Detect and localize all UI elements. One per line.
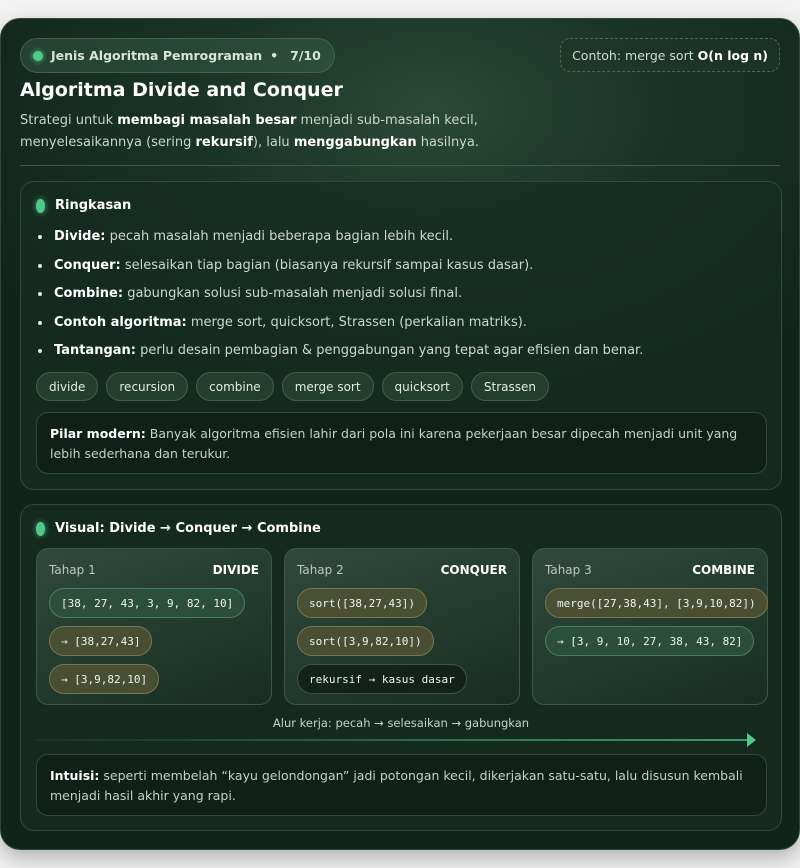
tag-quicksort[interactable]: quicksort — [382, 372, 463, 401]
desc-text: ), lalu — [252, 135, 294, 150]
complexity-badge — [560, 38, 780, 72]
tag-combine[interactable]: combine — [196, 372, 274, 401]
list-item — [36, 284, 756, 313]
summary-title: Ringkasan — [55, 198, 132, 213]
stage-label: Tahap 1 — [49, 563, 96, 577]
visual-heading — [36, 521, 321, 536]
array-chip: [38, 27, 43, 3, 9, 82, 10] — [49, 588, 245, 618]
sort-left-chip: sort([38,27,43]) — [297, 588, 427, 618]
desc-text: hasilnya. — [416, 135, 479, 150]
sort-right-chip: sort([3,9,82,10]) — [297, 626, 434, 656]
item-term: Contoh algoritma: — [54, 314, 187, 330]
visual-title: Visual: Divide → Conquer → Combine — [55, 521, 321, 536]
stage-keyword: CONQUER — [440, 563, 507, 577]
note-term: Pilar modern: — [50, 426, 146, 441]
summary-panel — [20, 181, 782, 490]
intuition-note — [36, 754, 767, 816]
modern-pillar-note — [36, 412, 767, 474]
tag-merge-sort[interactable]: merge sort — [282, 372, 374, 401]
stage-divide — [36, 548, 272, 705]
item-term: Divide: — [54, 229, 106, 244]
flow-caption: Alur kerja: pecah → selesaikan → gabungkan — [272, 716, 530, 730]
item-term: Combine: — [54, 286, 124, 301]
complexity-value: O(n log n) — [697, 47, 768, 63]
summary-heading — [36, 198, 131, 213]
stage-conquer — [284, 548, 520, 705]
item-text: pecah masalah menjadi beberapa bagian lebih kecil. — [105, 229, 454, 244]
split-right-chip: → [3,9,82,10] — [49, 664, 159, 694]
category-separator: • — [270, 48, 279, 63]
list-item — [36, 313, 756, 342]
desc-text: menjadi sub-masalah kecil, menyelesaikannya (sering — [20, 113, 478, 150]
complexity-prefix: Contoh: merge sort — [572, 47, 694, 63]
desc-bold: menggabungkan — [293, 135, 417, 150]
page-description — [20, 110, 580, 154]
recursion-chip: rekursif → kasus dasar — [297, 664, 467, 694]
note-text: Banyak algoritma efisien lahir dari pola ini karena pekerjaan besar dipecah menjadi unit yang lebih sederhana dan terukur. — [50, 426, 738, 461]
category-label: Jenis Algoritma Pemrograman — [51, 48, 263, 63]
stage-combine — [532, 548, 768, 705]
tag-list — [36, 372, 549, 401]
note-term: Intuisi: — [50, 768, 100, 783]
split-left-chip: → [38,27,43] — [49, 626, 152, 656]
desc-text: Strategi untuk — [20, 113, 118, 128]
summary-list — [36, 227, 756, 370]
visual-panel — [20, 504, 782, 831]
stage-label: Tahap 3 — [545, 563, 592, 577]
tag-strassen[interactable]: Strassen — [471, 372, 549, 401]
tag-divide[interactable]: divide — [36, 372, 98, 401]
list-item — [36, 341, 756, 370]
item-term: Tantangan: — [54, 343, 136, 358]
desc-bold: rekursif — [195, 135, 253, 150]
header-divider — [20, 165, 780, 166]
tag-recursion[interactable]: recursion — [106, 372, 188, 401]
category-pill — [20, 38, 335, 73]
page-title: Algoritma Divide and Conquer — [20, 79, 343, 101]
item-text: gabungkan solusi sub-masalah menjadi solusi final. — [123, 286, 463, 301]
category-counter: 7/10 — [290, 48, 321, 63]
stage-label: Tahap 2 — [297, 563, 344, 577]
leaf-icon — [36, 199, 45, 213]
note-text: seperti membelah “kayu gelondongan” jadi potongan kecil, dikerjakan satu-satu, lalu disusun kembali menjadi hasil akhir yang rapi. — [50, 768, 743, 803]
stage-keyword: DIVIDE — [212, 563, 259, 577]
merge-chip: merge([27,38,43], [3,9,10,82]) — [545, 588, 768, 618]
desc-bold: membagi masalah besar — [117, 113, 297, 128]
list-item — [36, 227, 756, 256]
status-dot-icon — [33, 51, 43, 61]
result-chip: → [3, 9, 10, 27, 38, 43, 82] — [545, 626, 754, 656]
item-text: perlu desain pembagian & penggabungan yang tepat agar efisien dan benar. — [136, 343, 644, 358]
item-text: selesaikan tiap bagian (biasanya rekursif sampai kasus dasar). — [120, 257, 534, 273]
item-term: Conquer: — [54, 257, 121, 273]
stage-keyword: COMBINE — [692, 563, 755, 577]
algorithm-card — [0, 18, 800, 850]
item-text: merge sort, quicksort, Strassen (perkalian matriks). — [186, 314, 527, 330]
leaf-icon — [36, 522, 45, 536]
flow-line — [36, 739, 751, 741]
arrow-right-icon — [747, 733, 756, 747]
list-item — [36, 256, 756, 285]
